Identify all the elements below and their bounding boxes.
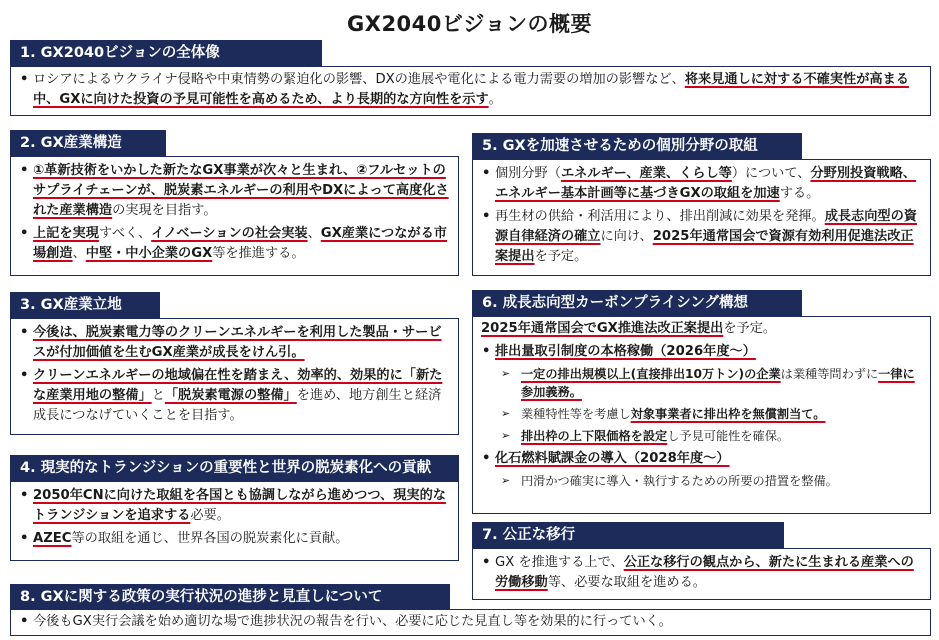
emphasis-text: 将来見通しに対する不確実性が高まる中、GXに向けた投資の予見可能性を高めるため、より長期的な方向性を示す (33, 72, 909, 107)
body-text: 今後もGX実行会議を始め適切な場で進捗状況の報告を行い、必要に応じた見直し等を効果的に行っていく。 (33, 614, 672, 629)
s4-bullet-2 (19, 529, 450, 549)
s6-sub-1 (481, 365, 922, 401)
section-7-header: 7. 公正な移行 (472, 522, 784, 549)
section-5-box (472, 159, 931, 276)
emphasis-text: 対象事業者に排出枠を無償割当て。 (630, 407, 826, 421)
body-text: 必要。 (190, 508, 230, 523)
body-text: 、 (307, 226, 321, 241)
body-text: と (151, 388, 165, 403)
body-text: 等を推進する。 (212, 246, 305, 261)
body-text: の実現を目指す。 (112, 203, 217, 218)
s6-bullet-2 (481, 449, 922, 469)
emphasis-text: 一律に参加義務。 (521, 367, 915, 399)
body-text: する。 (779, 186, 820, 201)
body-text: 等の取組を通じ、世界各国の脱炭素化に貢献。 (71, 531, 349, 546)
body-text: に向け、 (600, 229, 653, 244)
body-text: 個別分野（ (495, 166, 561, 181)
s6-sub-2 (481, 405, 922, 423)
s6-sub-3 (481, 427, 922, 445)
body-text: 業種特性等を考慮し (521, 407, 631, 421)
emphasis-text: 今後は、脱炭素電力等のクリーンエネルギーを利用した製品・サービスが付加価値を生むGX産業が成長をけん引。 (33, 325, 442, 360)
emphasis-text: 成長志向型の資源自律経済の確立 (495, 209, 917, 244)
s6-sub-4 (481, 472, 922, 490)
body-text: すべく、 (98, 226, 152, 241)
emphasis-text: 化石燃料賦課金の導入（2028年度～） (495, 451, 730, 466)
emphasis-text: イノベーションの社会実装 (151, 226, 308, 241)
emphasis-text: 2050年CNに向けた取組を各国とも協調しながら進めつつ、現実的なトランジションを追求する (33, 488, 446, 523)
s2-bullet-1 (19, 161, 450, 221)
section-3-box (10, 318, 459, 435)
emphasis-text: クリーンエネルギーの地域偏在性を踏まえ、効率的、効果的に「新たな産業用地の整備」 (33, 368, 443, 403)
body-text: 等、必要な取組を進める。 (547, 575, 706, 590)
section-4-header: 4. 現実的なトランジションの重要性と世界の脱炭素化への貢献 (10, 455, 459, 482)
section-1-header: 1. GX2040ビジョンの全体像 (10, 40, 322, 67)
emphasis-text: 公正な移行の観点から、新たに生まれる産業への労働移動 (495, 555, 914, 590)
s5-bullet-2 (481, 207, 922, 267)
body-text: ）について、 (731, 166, 811, 181)
body-text: は業種等問わずに (780, 367, 879, 381)
section-8-box (10, 609, 931, 636)
body-text: ロシアによるウクライナ侵略や中東情勢の緊迫化の影響、DXの進展や電化による電力需要の増加の影響など、 (33, 72, 685, 87)
body-text: 。 (488, 92, 502, 107)
section-5-header: 5. GXを加速させるための個別分野の取組 (472, 133, 802, 160)
section-2-header: 2. GX産業構造 (10, 130, 166, 157)
body-text: 再生材の供給・利活用により、排出削減に効果を発揮。 (495, 209, 825, 224)
body-text: し予見可能性を確保。 (667, 429, 790, 443)
body-text: を予定。 (534, 249, 588, 264)
body-text: を進め、地方創生と経済成長につなげていくことを目指す。 (33, 388, 442, 423)
section-8 (10, 584, 931, 636)
body-text: を予定。 (723, 321, 777, 336)
emphasis-text: 2025年通常国会で資源有効利用促進法改正案提出 (495, 229, 914, 264)
section-2-box (10, 156, 459, 276)
section-3-header: 3. GX産業立地 (10, 292, 160, 319)
emphasis-text: 分野別投資戦略、エネルギー基本計画等に基づきGXの取組を加速 (495, 166, 916, 201)
section-1-box (10, 66, 931, 116)
section-1 (10, 40, 931, 116)
body-text: 円滑かつ確実に導入・執行するための所要の措置を整備。 (521, 474, 838, 488)
emphasis-text: 2025年通常国会でGX推進法改正案提出 (481, 321, 724, 336)
s3-bullet-1 (19, 323, 450, 363)
emphasis-text: AZEC (33, 531, 72, 546)
section-8-header: 8. GXに関する政策の実行状況の進捗と見直しについて (10, 584, 450, 611)
s4-bullet-1 (19, 486, 450, 526)
section-2 (10, 130, 459, 276)
section-6-header: 6. 成長志向型カーボンプライシング構想 (472, 290, 802, 317)
body-text: 、 (72, 246, 86, 261)
emphasis-text: 排出量取引制度の本格稼働（2026年度～） (495, 344, 756, 359)
body-text: GX を推進する上で、 (495, 555, 624, 570)
section-4-box (10, 481, 459, 561)
emphasis-text: ①革新技術をいかした新たなGX事業が次々と生まれ、②フルセットのサプライチェーンが、脱炭素エネルギーの利用やDXによって高度化された産業構造 (33, 163, 449, 218)
emphasis-text: 一定の排出規模以上(直接排出10万トン)の企業 (521, 367, 781, 381)
s2-bullet-2 (19, 224, 450, 264)
emphasis-text: GX産業につながる市場創造 (33, 226, 447, 261)
s5-bullet-1 (481, 164, 922, 204)
section-3 (10, 292, 459, 435)
emphasis-text: エネルギー、産業、くらし等 (560, 166, 732, 181)
s8-bullet-1 (19, 612, 922, 632)
section-4 (10, 455, 459, 561)
s6-lead (481, 319, 922, 339)
page-title: GX2040ビジョンの概要 (347, 12, 592, 36)
section-5 (472, 133, 931, 276)
s3-bullet-2 (19, 366, 450, 426)
section-6-box (472, 316, 931, 514)
s1-bullet (19, 70, 922, 110)
emphasis-text: 上記を実現 (33, 226, 99, 241)
emphasis-text: 中堅・中小企業のGX (85, 246, 213, 261)
emphasis-text: 排出枠の上下限価格を設定 (521, 429, 668, 443)
s6-bullet-1 (481, 342, 922, 362)
section-6 (472, 290, 931, 514)
emphasis-text: 「脱炭素電源の整備」 (164, 388, 297, 403)
